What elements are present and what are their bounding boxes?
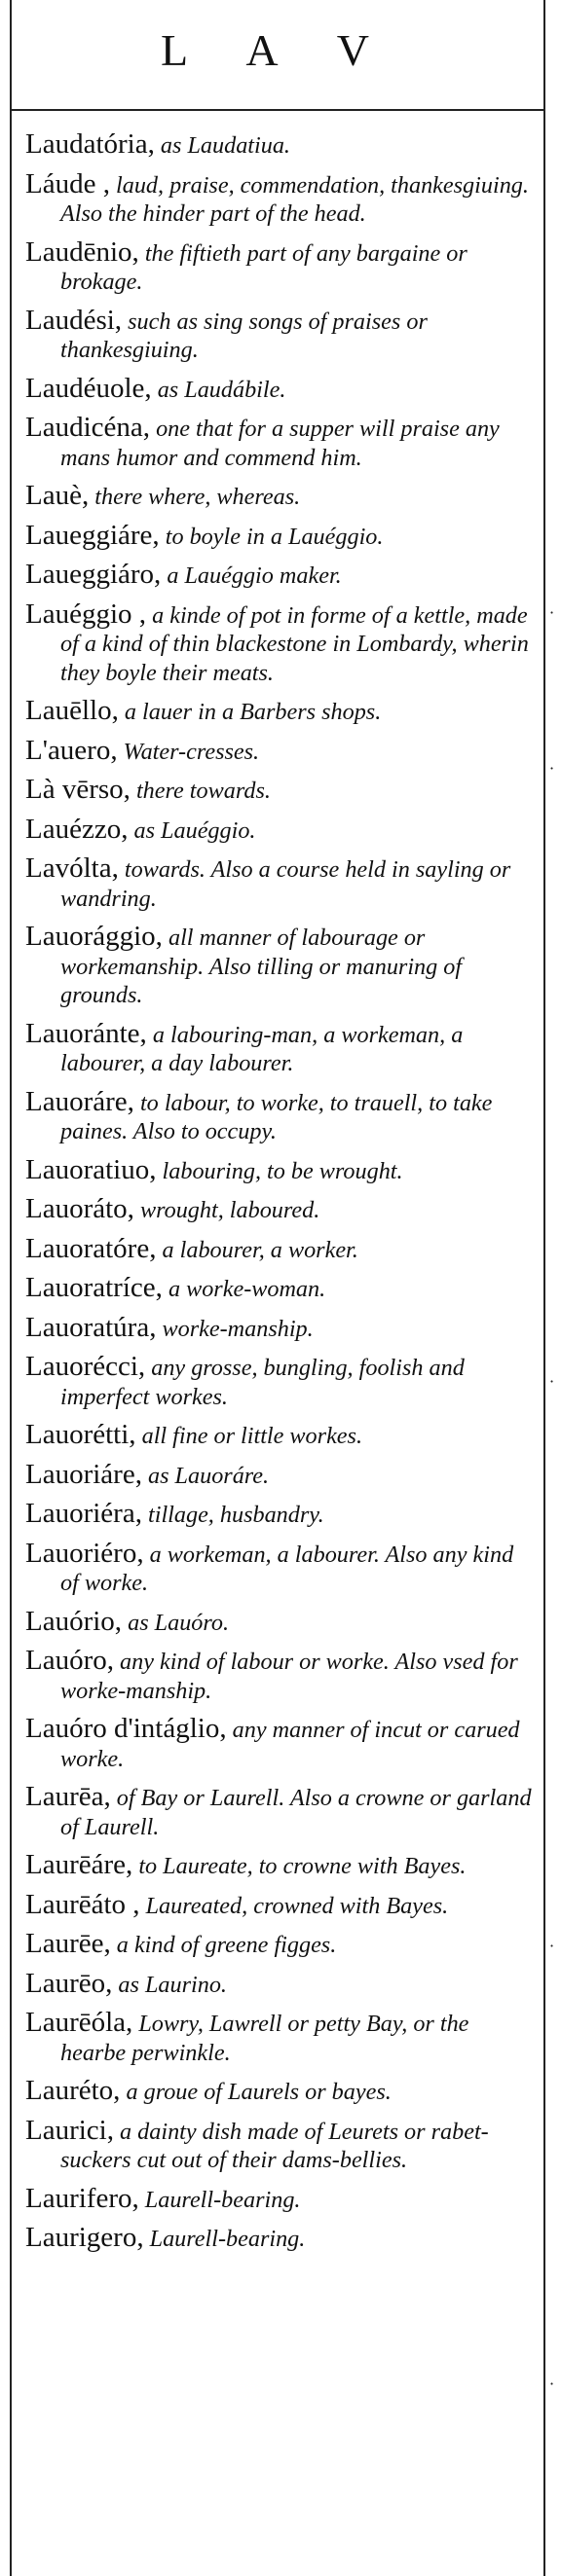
entry-definition: as Laudábile. <box>151 376 286 403</box>
entry-headword: Lauoratóre, <box>25 1232 157 1264</box>
entry-headword: Lauoratríce, <box>25 1272 163 1303</box>
dictionary-entry <box>25 2224 534 2254</box>
entry-headword: Laudicéna, <box>25 412 151 443</box>
entry-definition: a labouring-man, a workeman, a labourer, a day labourer. <box>60 1021 464 1076</box>
entry-definition: to boyle in a Lauéggio. <box>159 523 384 550</box>
entry-headword: Laurēóla, <box>25 2007 133 2038</box>
entry-headword: Lauréto, <box>25 2075 121 2106</box>
dictionary-entry <box>25 1017 534 1078</box>
dictionary-entry <box>25 519 534 552</box>
dictionary-entry <box>25 1715 534 1773</box>
dictionary-entry <box>25 1195 534 1225</box>
entry-headword: Lauéggio , <box>25 598 147 630</box>
entry-headword: Lauoriéro, <box>25 1537 144 1569</box>
entry-definition: Water-cresses. <box>117 738 260 765</box>
entry-definition: wrought, laboured. <box>133 1197 320 1223</box>
dictionary-entry <box>25 1421 534 1451</box>
dictionary-entry <box>25 1967 534 2000</box>
entry-headword: Laurēo, <box>25 1967 113 1999</box>
entry-headword: Laudési, <box>25 304 123 336</box>
dictionary-entry <box>25 304 534 365</box>
entry-definition: laud, praise, commendation, thankesgiuing. Also the hinder part of the head. <box>60 171 529 227</box>
dictionary-entry <box>25 2009 534 2067</box>
dictionary-entry <box>25 1311 534 1344</box>
entry-definition: there towards. <box>130 778 271 804</box>
dictionary-entry <box>25 734 534 767</box>
running-head: L A V <box>161 25 394 75</box>
entry-headword: Lauoratúra, <box>25 1311 157 1343</box>
entry-headword: Lauóro d'intáglio, <box>25 1713 227 1744</box>
entry-headword: Lauoratiuo, <box>25 1153 157 1185</box>
dictionary-entry <box>25 854 534 913</box>
dictionary-entry <box>25 2114 534 2175</box>
dictionary-entry <box>25 1500 534 1530</box>
entry-headword: Lauoriáre, <box>25 1458 142 1490</box>
entry-headword: Lauoráre, <box>25 1085 134 1117</box>
entry-definition: one that for a supper will praise any mans humor and commend him. <box>60 416 500 471</box>
entry-headword: Laudēnio, <box>25 236 139 268</box>
entry-definition: a dainty dish made of Leurets or rabet-suckers cut out of their dams-bellies. <box>60 2118 489 2173</box>
entry-headword: Lauè, <box>25 480 90 511</box>
entry-definition: as Lauóro. <box>122 1609 230 1636</box>
dictionary-entry <box>25 697 534 727</box>
entry-headword: Laurigero, <box>25 2222 144 2253</box>
dictionary-entry <box>25 776 534 806</box>
entry-headword: Lauorétti, <box>25 1419 136 1450</box>
dictionary-entry <box>25 2182 534 2215</box>
entry-headword: Laueggiáre, <box>25 519 160 551</box>
dictionary-entry <box>25 1605 534 1638</box>
entry-definition: a worke-woman. <box>162 1276 326 1302</box>
entry-headword: Laurifero, <box>25 2182 139 2214</box>
entry-definition: all manner of labourage or workemanship. Also tilling or manuring of grounds. <box>60 925 463 1008</box>
dictionary-entry <box>25 1232 534 1265</box>
entry-headword: Lauoriéra, <box>25 1498 142 1529</box>
dictionary-entry <box>25 923 534 1010</box>
entry-headword: Láude , <box>25 167 110 200</box>
entry-headword: Laurēáre, <box>25 1849 133 1880</box>
dictionary-entry <box>25 1888 534 1921</box>
dictionary-entry <box>25 1537 534 1598</box>
entry-definition: labouring, to be wrought. <box>156 1157 403 1184</box>
entry-definition: to labour, to worke, to trauell, to take paines. Also to occupy. <box>60 1089 493 1144</box>
entry-definition: towards. Also a course held in sayling or wandring. <box>60 856 511 912</box>
entry-definition: a labourer, a worker. <box>156 1236 358 1263</box>
entry-headword: Lauoránte, <box>25 1017 147 1049</box>
entry-headword: Lavólta, <box>25 853 119 884</box>
adjacent-column-edge: · · · · · <box>549 603 555 2393</box>
entry-headword: Laueggiáro, <box>25 559 162 590</box>
column-frame-right <box>543 0 545 2576</box>
entry-definition: all fine or little workes. <box>135 1423 362 1449</box>
entry-headword: Laurici, <box>25 2114 114 2146</box>
entry-headword: Lauorécci, <box>25 1351 146 1382</box>
entry-headword: Lauóro, <box>25 1645 114 1676</box>
entry-definition: such as sing songs of praises or thankesgiuing. <box>60 308 428 363</box>
dictionary-entry <box>25 600 534 688</box>
dictionary-entry <box>25 1085 534 1146</box>
dictionary-entry <box>25 130 534 161</box>
dictionary-entry <box>25 1851 534 1881</box>
entry-headword: Lauorággio, <box>25 921 163 952</box>
entry-definition: there where, whereas. <box>89 484 301 510</box>
entry-definition: worke-manship. <box>156 1315 314 1342</box>
dictionary-entry <box>25 1274 534 1304</box>
entry-definition: a kinde of pot in forme of a kettle, made of a kind of thin blackestone in Lombardy, wherin they boyle their meats. <box>60 601 529 686</box>
entry-definition: any manner of incut or carued worke. <box>60 1717 520 1772</box>
entry-definition: any kind of labour or worke. Also vsed for worke-manship. <box>60 1649 518 1704</box>
entry-definition: to Laureate, to crowne with Bayes. <box>132 1853 467 1879</box>
dictionary-entry <box>25 561 534 591</box>
entry-headword: L'auero, <box>25 734 118 766</box>
dictionary-entry <box>25 1647 534 1705</box>
entry-definition: a lauer in a Barbers shops. <box>118 699 382 725</box>
entry-definition: a kind of greene figges. <box>110 1932 337 1958</box>
entry-headword: Là vērso, <box>25 774 131 805</box>
dictionary-entry <box>25 1153 534 1186</box>
dictionary-entry <box>25 1783 534 1841</box>
entry-headword: Lauoráto, <box>25 1193 134 1224</box>
entry-definition: the fiftieth part of any bargaine or brokage. <box>60 239 468 295</box>
entry-definition: a Lauéggio maker. <box>161 562 342 589</box>
entry-definition: any grosse, bungling, foolish and imperfect workes. <box>60 1355 465 1410</box>
entry-headword: Lauézzo, <box>25 813 129 845</box>
entry-definition: a groue of Laurels or bayes. <box>120 2079 392 2105</box>
entry-headword: Lauēllo, <box>25 695 119 726</box>
entry-definition: Laurell-bearing. <box>138 2186 301 2213</box>
dictionary-entry <box>25 1458 534 1491</box>
entry-definition: Laurell-bearing. <box>143 2226 306 2252</box>
entry-definition: as Lauéggio. <box>128 816 256 844</box>
dictionary-entry <box>25 414 534 472</box>
dictionary-entry <box>25 1930 534 1960</box>
entry-definition: as Lauoráre. <box>141 1462 270 1489</box>
dictionary-entry <box>25 1353 534 1411</box>
entry-headword: Laurēáto , <box>25 1888 140 1920</box>
entry-headword: Laudatória, <box>25 128 155 160</box>
entry-headword: Laurēa, <box>25 1781 111 1812</box>
entry-definition: as Laudatiua. <box>154 132 290 159</box>
entry-definition: a workeman, a labourer. Also any kind of worke. <box>60 1541 514 1596</box>
entry-headword: Laudéuole, <box>25 372 152 404</box>
column-frame-left <box>10 0 12 2576</box>
entry-headword: Laurēe, <box>25 1928 111 1959</box>
entry-definition: of Bay or Laurell. Also a crowne or garland of Laurell. <box>60 1785 532 1840</box>
entry-definition: as Laurino. <box>112 1971 227 1998</box>
dictionary-entry <box>25 167 534 229</box>
dictionary-entries <box>25 130 534 2264</box>
header-rule <box>10 109 545 111</box>
entry-headword: Lauório, <box>25 1605 123 1637</box>
dictionary-entry <box>25 2077 534 2107</box>
entry-definition: Laureated, crowned with Bayes. <box>139 1892 449 1919</box>
entry-definition: Lowry, Lawrell or petty Bay, or the hearbe perwinkle. <box>60 2011 469 2066</box>
dictionary-entry <box>25 813 534 846</box>
dictionary-entry <box>25 238 534 297</box>
dictionary-entry <box>25 372 534 405</box>
entry-definition: tillage, husbandry. <box>141 1502 324 1528</box>
dictionary-entry <box>25 482 534 512</box>
